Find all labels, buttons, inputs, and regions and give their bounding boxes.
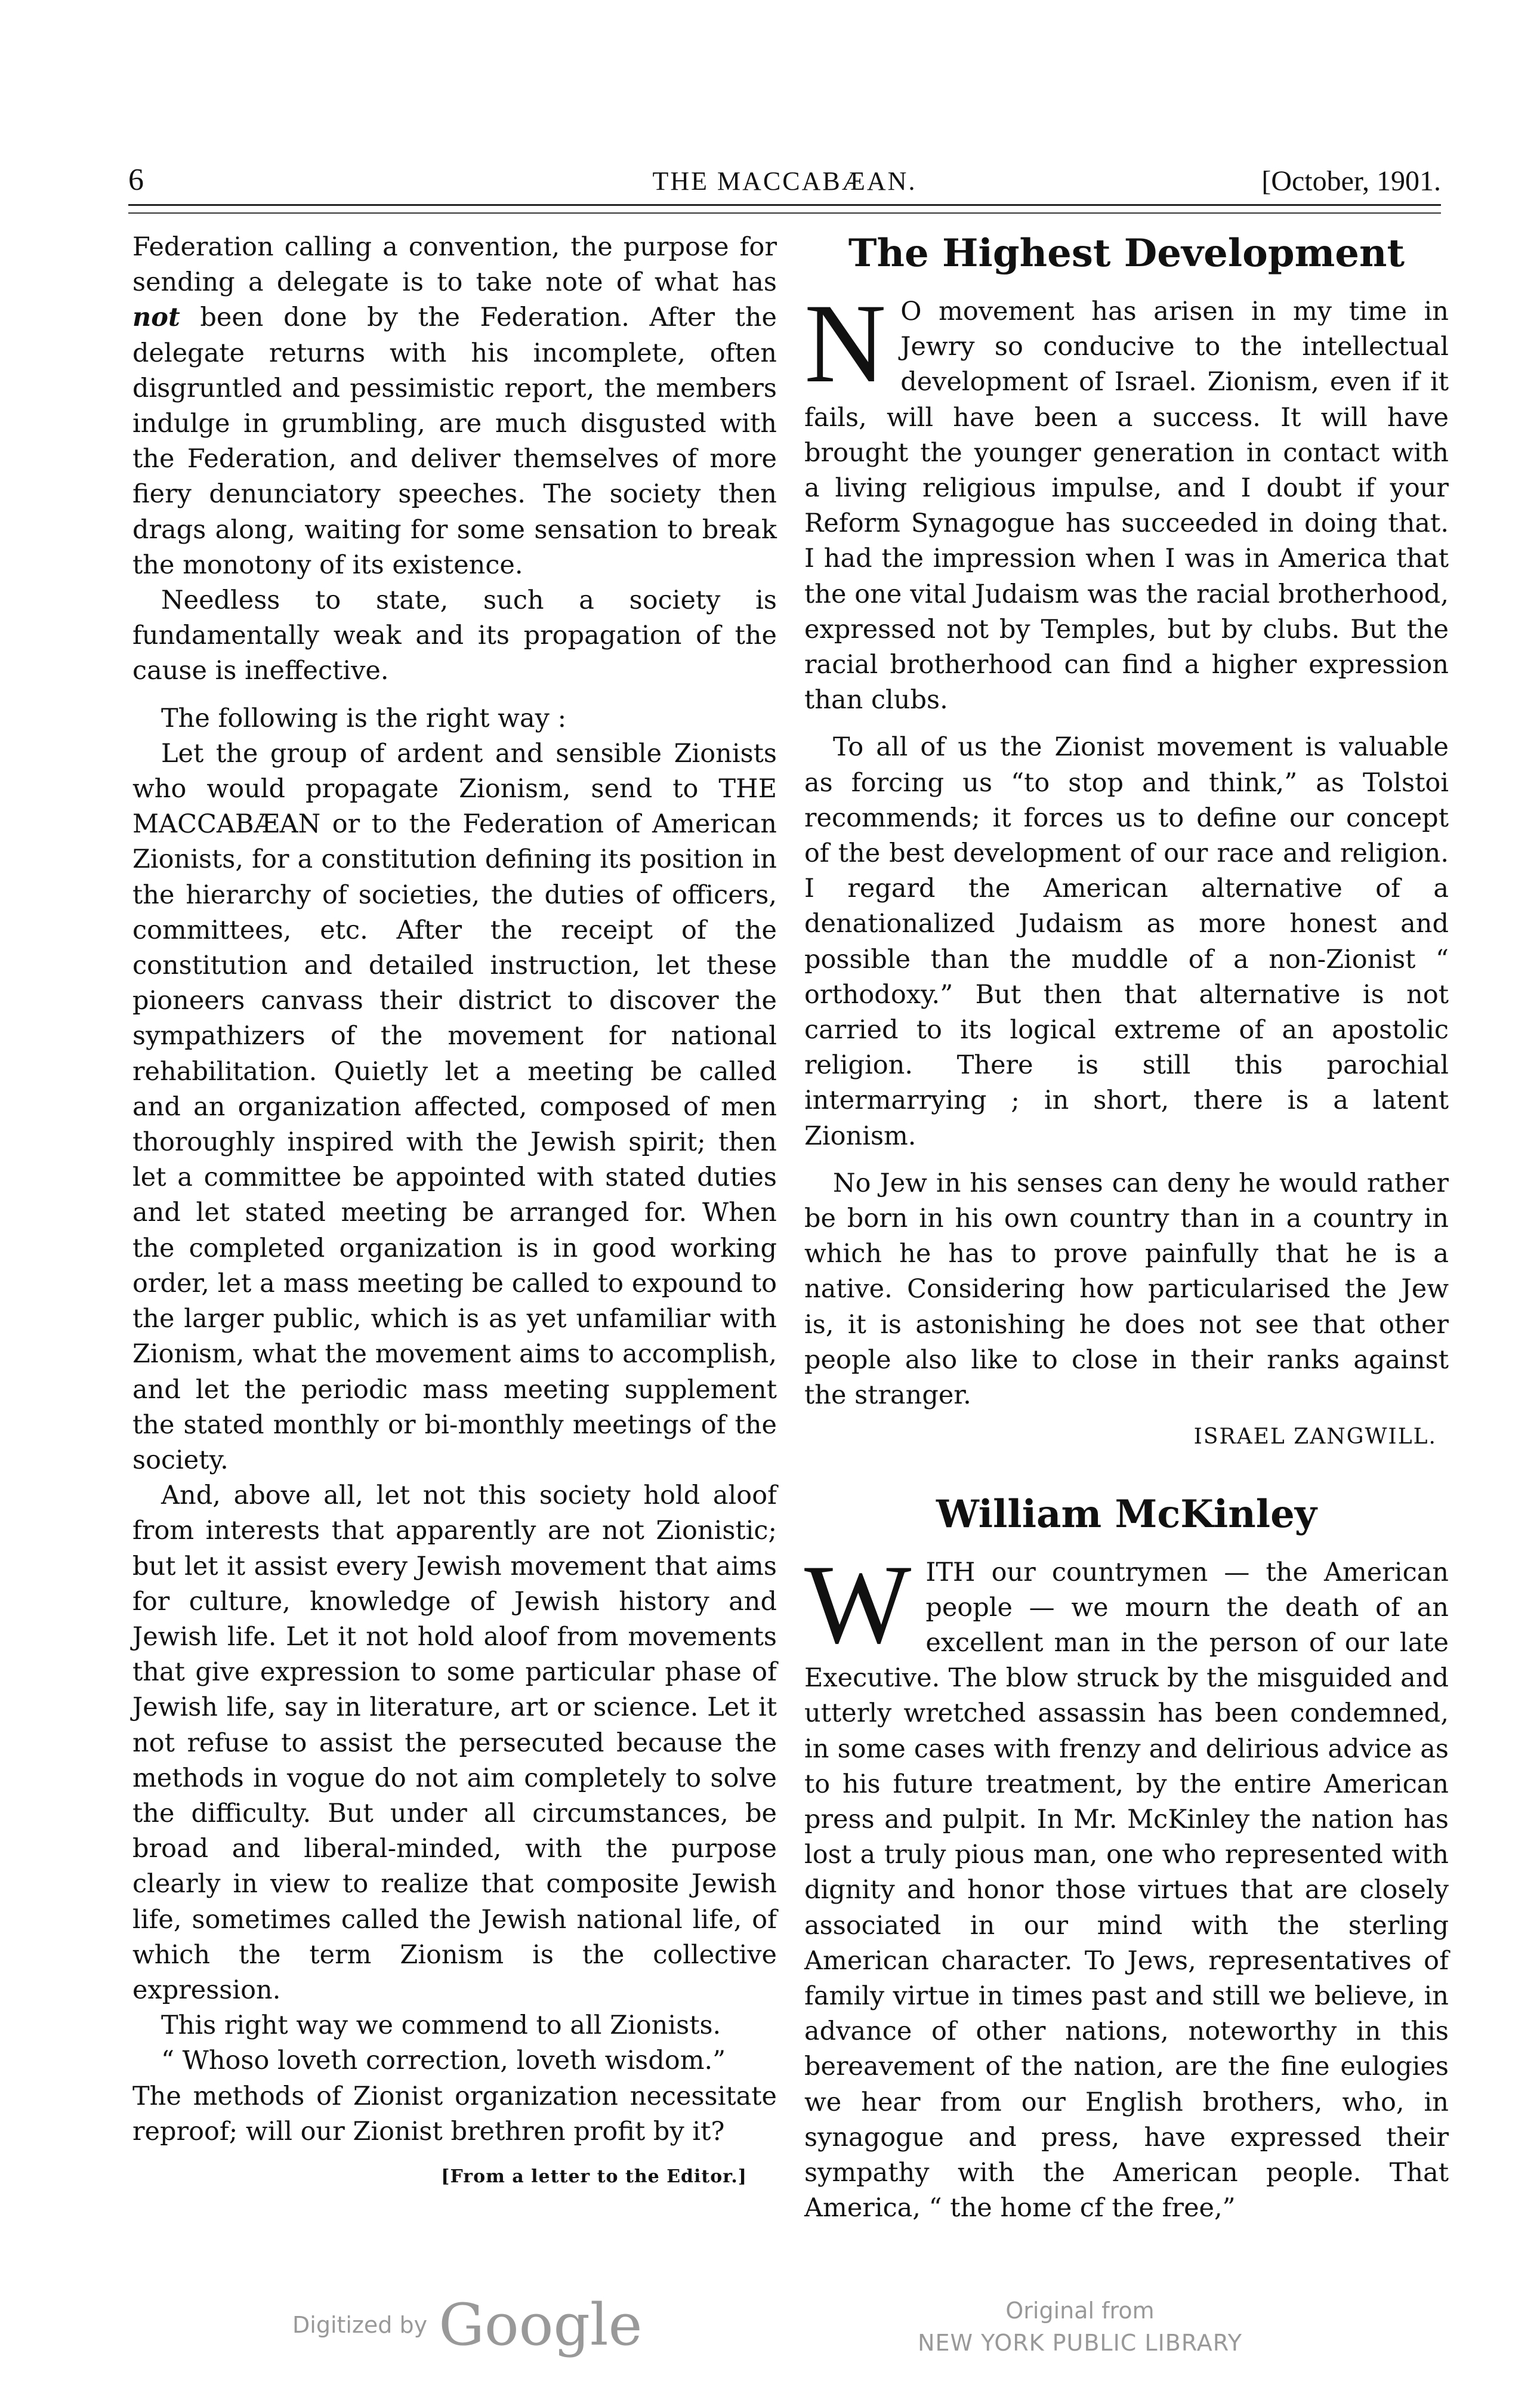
issue-date: [October, 1901. xyxy=(1261,165,1441,197)
page-number: 6 xyxy=(128,163,144,197)
header-rule xyxy=(128,212,1441,214)
quotation: “ Whoso loveth correction, loveth wisdom.” xyxy=(161,2046,726,2076)
paragraph: Let the group of ardent and sensible Zionists who would propagate Zionism, send to THE MACCABÆAN or to the Federation of American Zionists, for a constitution defining its position in the hierarchy of societies, the duties of officers, committees, etc. After the receipt of the constitution and detailed instruction, let these pioneers canvass their district to discover the sympathizers of the movement for national rehabilitation. Quietly let a meeting be called and an organization affected, composed of men thoroughly inspired with the Jewish spirit; then let a committee be appointed with stated duties and let stated meeting be arranged for. When the completed organization is in good working order, let a mass meeting be called to expound to the larger public, which is as yet unfamiliar with Zionism, what the movement aims to accomplish, and let the periodic mass meeting supplement the stated monthly or bi-monthly meetings of the society. xyxy=(132,738,777,1475)
emphasis-not: not xyxy=(132,303,180,333)
author-signature: ISRAEL ZANGWILL. xyxy=(1193,1424,1437,1450)
article-title: William McKinley xyxy=(936,1491,1317,1537)
google-logo: Google xyxy=(439,2292,643,2358)
masthead: THE MACCABÆAN. xyxy=(652,166,917,196)
paragraph: The methods of Zionist organization necessitate reproof; will our Zionist brethren profit by it? xyxy=(132,2081,777,2147)
drop-cap: W xyxy=(804,1541,912,1667)
paragraph: N O movement has arisen in my time in Jewry so conducive to the intellectual development of Israel. Zionism, even if it fails, will have been a success. It will have brought the younger generation in contact with a living religious impulse, and I doubt if your Reform Synagogue has succeeded in doing that. I had the impression when I was in America that the one vital Judaism was the racial brotherhood, expressed not by Temples, but by clubs. But the racial brotherhood can find a higher expression than clubs. xyxy=(804,281,1449,716)
digitized-by-watermark xyxy=(292,2292,642,2358)
article-title: The Highest Development xyxy=(848,231,1405,276)
original-from-label: Original from xyxy=(1005,2297,1155,2324)
editor-note: [From a letter to the Editor.] xyxy=(441,2166,747,2187)
paragraph: To all of us the Zionist movement is valuable as forcing us “to stop and think,” as Tolstoi recommends; it forces us to define our concept of the best development of our race and religion. I regard the American alternative of a denationalized Judaism as more honest and possible than the muddle of a non-Zionist “ orthodoxy.” But then that alternative is not carried to its logical extreme of an apostolic religion. There is still this parochial intermarrying ; in short, there is a latent Zionism. xyxy=(804,732,1449,1151)
paragraph: The following is the right way : xyxy=(161,703,567,733)
paragraph: Needless to state, such a society is fundamentally weak and its propagation of the cause is ineffective. xyxy=(132,585,777,686)
running-header xyxy=(128,162,1441,206)
right-column xyxy=(804,230,1449,2226)
paragraph: WITH our countrymen — the American people — we mourn the death of an excellent man in the person of our late Executive. The blow struck by the misguided and utterly wretched assassin has been condemned, in some cases with frenzy and delirious advice as to his future treatment, by the entire American press and pulpit. In Mr. McKinley the nation has lost a truly pious man, one who represented with dignity and honor those virtues that are closely associated in our mind with the sterling American character. To Jews, representatives of family virtue in times past and still we believe, in advance of other nations, noteworthy in this bereavement of the nation, are the fine eulogies we hear from our English brothers, who, in synagogue and press, have expressed their sympathy with the American people. That America, “ the home cf the free,” xyxy=(804,1541,1449,2223)
paragraph: This right way we commend to all Zionists. xyxy=(161,2010,721,2041)
library-name: NEW YORK PUBLIC LIBRARY xyxy=(918,2330,1242,2356)
paragraph: Federation calling a convention, the purpose for sending a delegate is to take note of what has not been done by the Federation. After the delegate returns with his incomplete, often disgruntled and pessimistic report, the members indulge in grumbling, are much disgusted with the Federation, and deliver themselves of more fiery denunciatory speeches. The society then drags along, waiting for some sensation to break the monotony of its existence. xyxy=(132,232,777,580)
digitized-by-label: Digitized by xyxy=(292,2312,428,2338)
drop-cap: N xyxy=(804,281,887,406)
original-from-watermark xyxy=(895,2295,1265,2359)
left-column xyxy=(132,230,777,2194)
paragraph: And, above all, let not this society hold aloof from interests that apparently are not Zionistic; but let it assist every Jewish movement that aims for culture, knowledge of Jewish history and Jewish life. Let it not hold aloof from movements that give expression to some particular phase of Jewish life, say in literature, art or science. Let it not refuse to assist the persecuted because the methods in vogue do not aim completely to solve the difficulty. But under all circumstances, be broad and liberal-minded, with the purpose clearly in view to realize that composite Jewish life, sometimes called the Jewish national life, of which the term Zionism is the collective expression. xyxy=(132,1481,777,2005)
paragraph: No Jew in his senses can deny he would rather be born in his own country than in a country in which he has to prove painfully that he is a native. Considering how particularised the Jew is, it is astonishing he does not see that other people also like to close in their ranks against the stranger. xyxy=(804,1168,1449,1411)
